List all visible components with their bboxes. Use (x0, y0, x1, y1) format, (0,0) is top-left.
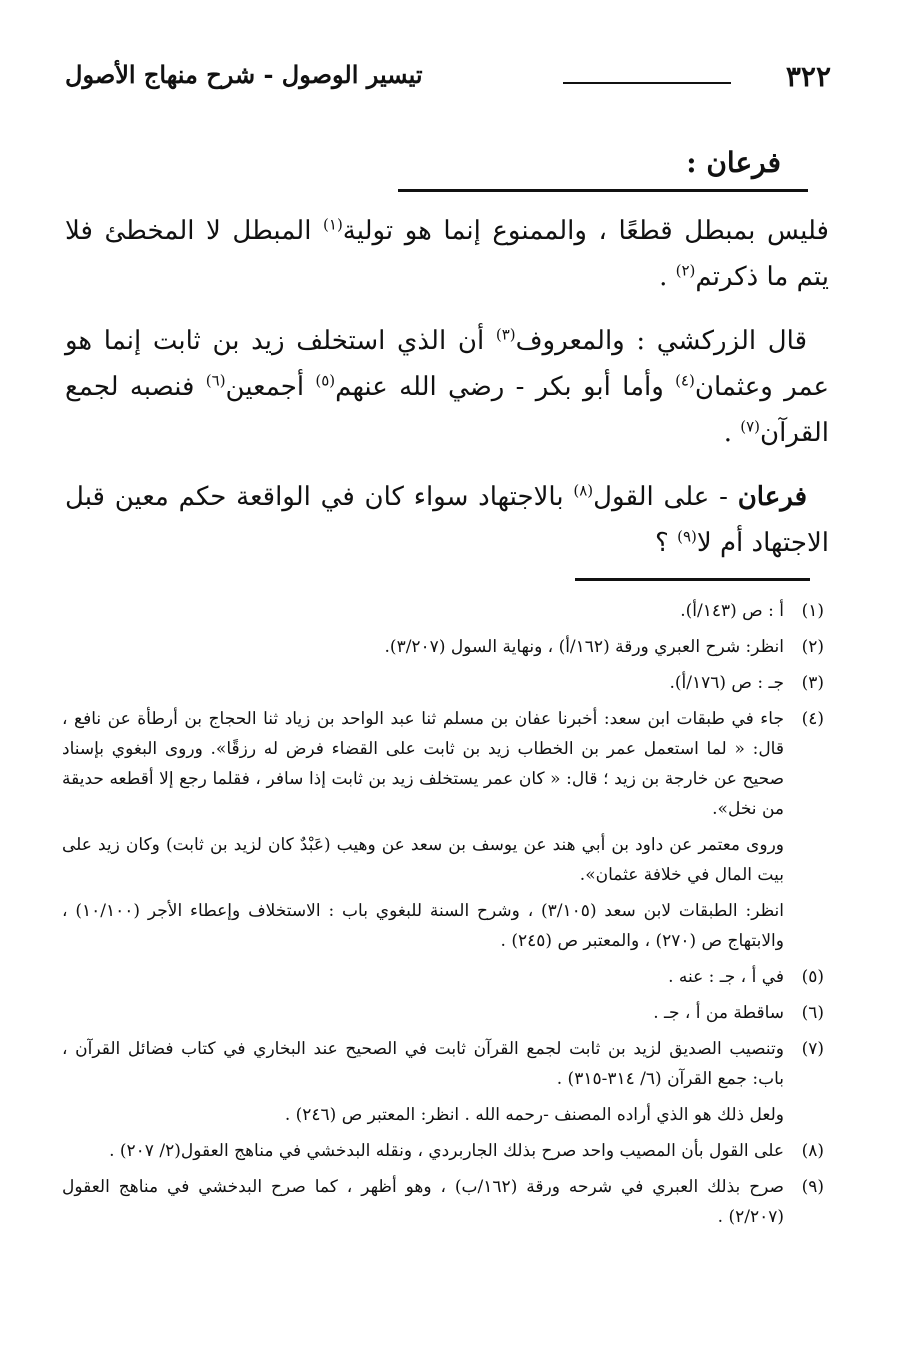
footnote-ref[interactable]: (٤) (675, 371, 695, 390)
text-run: المبطل لا المخطئ فلا يتم ما ذكرتم (65, 216, 829, 292)
bold-lead: فرعان (737, 482, 807, 512)
text-run: فنصبه لجمع القرآن (65, 372, 829, 448)
footnote-number: (٧) (801, 1039, 824, 1059)
footnote (62, 1100, 824, 1130)
footnote-text: ساقطة من أ ، جـ . (653, 1003, 784, 1023)
footnote-text: صرح بذلك العبري في شرحه ورقة (١٦٢/ب) ، وهو أظهر ، كما صرح البدخشي في مناهج العقول (٢/٢٠٧) . (62, 1177, 784, 1227)
main-text (65, 208, 829, 584)
footnote-text: جـ : ص (١٧٦/أ). (669, 673, 784, 693)
text-run: فليس بمبطل قطعًا ، والممنوع إنما هو تولية (342, 216, 829, 246)
footnote-number: (١) (801, 601, 824, 621)
heading-rule (398, 189, 808, 192)
footnote-text: وروى معتمر عن داود بن أبي هند عن يوسف بن سعد عن وهيب (عَبْدٌ كان لزيد بن ثابت) وكان زيد على بيت المال في خلافة عثمان». (62, 835, 784, 885)
text-run: أجمعين (225, 372, 316, 402)
paragraph (65, 318, 829, 456)
footnote-ref[interactable]: (٩) (677, 527, 697, 546)
footnote (62, 596, 824, 626)
section-heading: فرعان : (686, 146, 781, 179)
footnote (62, 668, 824, 698)
footnote (62, 830, 824, 890)
page-number: ٣٢٢ (785, 60, 831, 93)
footnote-text: انظر: الطبقات لابن سعد (٣/١٠٥) ، وشرح السنة للبغوي باب : الاستخلاف وإعطاء الأجر (١٠/١٠٠) ، والابتهاج ص (٢٧٠) ، والمعتبر ص (٢٤٥) . (62, 901, 784, 951)
footnote-number: (٦) (801, 1003, 824, 1023)
footnote (62, 998, 824, 1028)
text-run: . (659, 262, 676, 292)
footnote (62, 1172, 824, 1232)
footnote-ref[interactable]: (٨) (573, 481, 594, 500)
footnote-number: (٤) (801, 709, 824, 729)
footnote (62, 1034, 824, 1094)
footnote-text: أ : ص (١٤٣/أ). (680, 601, 784, 621)
footnote-number: (٣) (801, 673, 824, 693)
footnote (62, 1136, 824, 1166)
footnote-number: (٢) (801, 637, 824, 657)
text-run: - على القول (593, 482, 738, 512)
footnote-number: (٥) (801, 967, 824, 987)
footnote-text: وتنصيب الصديق لزيد بن ثابت لجمع القرآن ثابت في الصحيح عند البخاري في كتاب فضائل القرآن ، باب: جمع القرآن (٦/ ٣١٤-٣١٥) . (62, 1039, 784, 1089)
footnote-text: جاء في طبقات ابن سعد: أخبرنا عفان بن مسلم ثنا عبد الواحد بن زياد ثنا الحجاج بن أرطأة عن نافع ، قال: « لما استعمل عمر بن الخطاب زيد بن ثابت على القضاء فرض له رزقًا». وروى البغوي بإسناد صحيح عن خارجة بن زيد ؛ قال: « كان عمر يستخلف زيد بن ثابت إذا سافر ، فقلما رجع إلا أقطعه حديقة من نخل». (62, 709, 784, 819)
footnote-ref[interactable]: (٢) (675, 261, 696, 280)
book-title: تيسير الوصول - شرح منهاج الأصول (65, 60, 423, 89)
paragraph (65, 208, 829, 300)
footnote-ref[interactable]: (٦) (205, 371, 226, 390)
footnote-number: (٩) (801, 1177, 824, 1197)
footnote-ref[interactable]: (٣) (495, 325, 516, 344)
footnote-ref[interactable]: (٧) (740, 417, 761, 436)
footnote-ref[interactable]: (٥) (315, 371, 336, 390)
footnote-text: انظر: شرح العبري ورقة (١٦٢/أ) ، ونهاية السول (٣/٢٠٧). (384, 637, 784, 657)
footnote (62, 704, 824, 824)
text-run: ؟ (655, 528, 678, 558)
text-run: أن الذي استخلف زيد بن ثابت إنما هو عمر وعثمان (65, 326, 829, 402)
text-run: . (723, 418, 741, 448)
footnote-text: في أ ، جـ : عنه . (668, 967, 784, 987)
text-run: قال الزركشي : والمعروف (515, 326, 807, 356)
page-header (65, 60, 831, 100)
footnote (62, 632, 824, 662)
footnote-ref[interactable]: (١) (323, 215, 343, 234)
footnote-text: ولعل ذلك هو الذي أراده المصنف -رحمه الله . انظر: المعتبر ص (٢٤٦) . (284, 1105, 784, 1125)
footnote (62, 896, 824, 956)
paragraph (65, 474, 829, 566)
footnote-text: على القول بأن المصيب واحد صرح بذلك الجاربردي ، ونقله البدخشي في مناهج العقول(٢/ ٢٠٧) . (109, 1141, 784, 1161)
text-run: وأما أبو بكر - رضي الله عنهم (335, 372, 676, 402)
footnote-separator (575, 578, 810, 581)
text-run: بالاجتهاد سواء كان في الواقعة حكم معين قبل الاجتهاد أم لا (65, 482, 829, 558)
footnote (62, 962, 824, 992)
header-rule (563, 82, 731, 84)
footnote-number: (٨) (801, 1141, 824, 1161)
footnotes (62, 596, 824, 1238)
